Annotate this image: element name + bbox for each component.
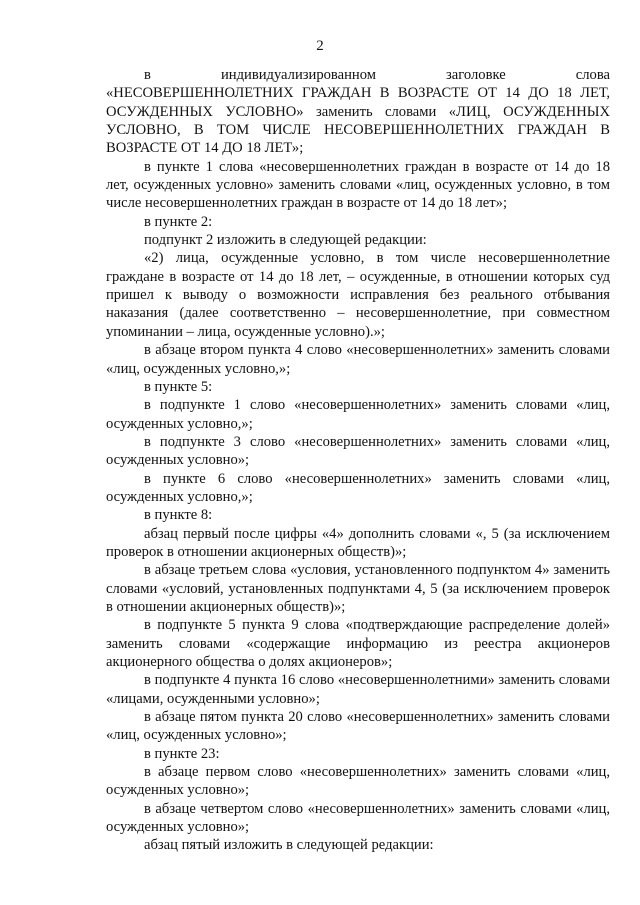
paragraph: абзац пятый изложить в следующей редакции: — [144, 837, 434, 854]
paragraph: в пункте 23: — [144, 745, 220, 762]
paragraph-heading-replacement: «НЕСОВЕРШЕННОЛЕТНИХ ГРАЖДАН В ВОЗРАСТЕ ОТ 14 ДО 18 ЛЕТ, ОСУЖДЕННЫХ УСЛОВНО» заменить словами «ЛИЦ, ОСУЖДЕННЫХ УСЛОВНО, В ТОМ ЧИСЛЕ НЕСОВЕРШЕННОЛЕТНИХ ГРАЖДАН В ВОЗРАСТЕ ОТ 14 ДО 18 ЛЕТ»; — [106, 85, 610, 157]
paragraph: в абзаце втором пункта 4 слово «несовершеннолетних» заменить словами «лиц, осужденных условно,»; — [106, 342, 610, 377]
first-line-word: слова — [575, 67, 610, 83]
paragraph: подпункт 2 изложить в следующей редакции: — [144, 232, 427, 249]
paragraph: в подпункте 4 пункта 16 слово «несовершеннолетними» заменить словами «лицами, осужденными условно»; — [106, 672, 610, 707]
paragraph: «2) лица, осужденные условно, в том числе несовершеннолетние граждане в возрасте от 14 до 18 лет, – осужденные, в отношении которых суд пришел к выводу о возможности исправления без реального отбывания наказания (далее соответственно – несовершеннолетние, при совместном упоминании – лица, осужденные условно).»; — [106, 250, 610, 340]
paragraph: в пункте 2: — [144, 213, 213, 230]
first-line-word: заголовке — [446, 67, 506, 83]
paragraph: в пункте 8: — [144, 507, 213, 524]
paragraph: абзац первый после цифры «4» дополнить словами «, 5 (за исключением проверок в отношении акционерных обществ)»; — [106, 525, 610, 560]
paragraph: в пункте 5: — [144, 378, 213, 395]
page-number: 2 — [316, 38, 324, 54]
document-body — [106, 66, 610, 855]
paragraph: в абзаце четвертом слово «несовершеннолетних» заменить словами «лиц, осужденных условно»; — [106, 800, 610, 836]
paragraph: в подпункте 5 пункта 9 слова «подтверждающие распределение долей» заменить словами «содержащие информацию из реестра акционеров акционерного общества о долях акционеров»; — [106, 617, 610, 670]
paragraph: в пункте 1 слова «несовершеннолетних граждан в возрасте от 14 до 18 лет, осужденных условно» заменить словами «лиц, осужденных условно, в том числе несовершеннолетних граждан в возрасте от 14 до 18 лет»; — [106, 158, 610, 212]
paragraph: в абзаце третьем слова «условия, установленного подпунктом 4» заменить словами «условий, установленных подпунктами 4, 5 (за исключением проверок в отношении акционерных обществ)»; — [106, 562, 610, 615]
first-line-word: в — [144, 67, 151, 83]
first-line-word: индивидуализированном — [220, 67, 376, 83]
paragraph: в подпункте 1 слово «несовершеннолетних» заменить словами «лиц, осужденных условно,»; — [106, 397, 610, 432]
paragraph: в подпункте 3 слово «несовершеннолетних» заменить словами «лиц, осужденных условно»; — [106, 433, 610, 469]
paragraph: в абзаце пятом пункта 20 слово «несовершеннолетних» заменить словами «лиц, осужденных условно»; — [106, 709, 610, 744]
paragraph: в абзаце первом слово «несовершеннолетних» заменить словами «лиц, осужденных условно»; — [106, 764, 610, 799]
first-line — [106, 66, 610, 84]
paragraph: в пункте 6 слово «несовершеннолетних» заменить словами «лиц, осужденных условно,»; — [106, 470, 610, 505]
